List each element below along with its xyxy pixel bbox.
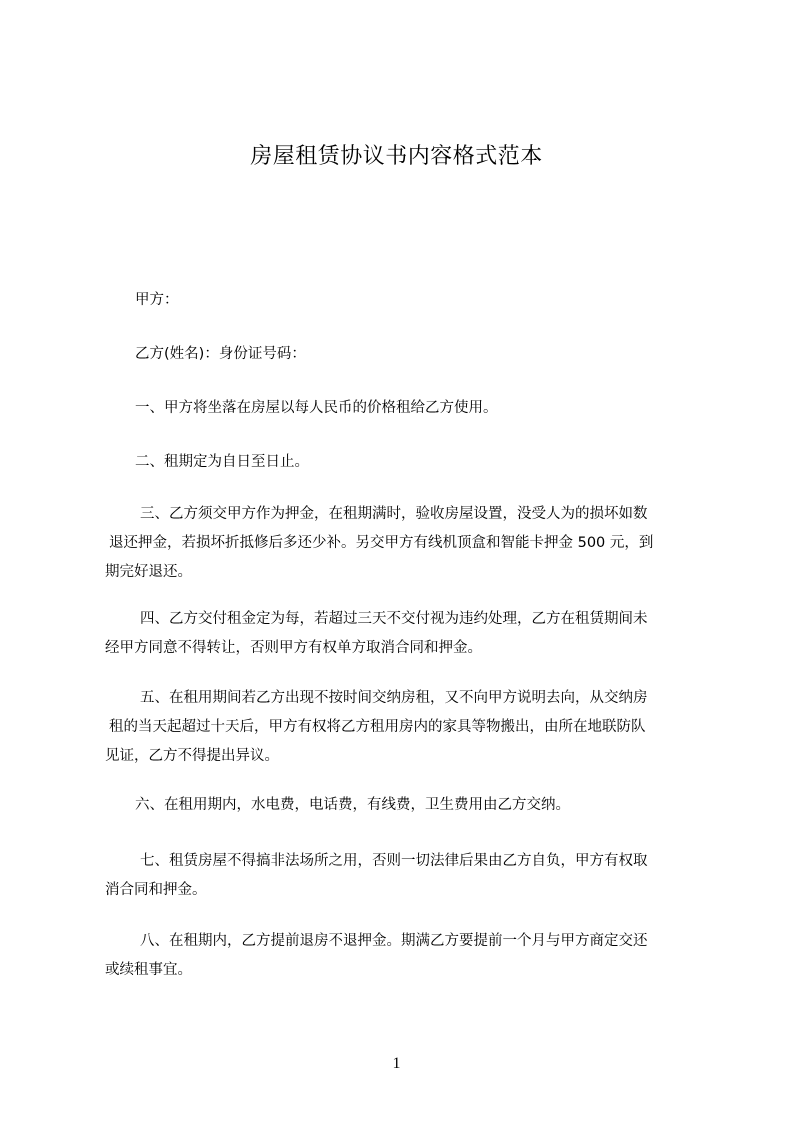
clause-8-line-1: 八、在租期内，乙方提前退房不退押金。期满乙方要提前一个月与甲方商定交还	[140, 933, 648, 949]
clause-1	[105, 394, 700, 423]
clause-6-line-1: 六、在租用期内，水电费，电话费，有线费，卫生费用由乙方交纳。	[135, 797, 570, 813]
page-number: 1	[392, 1055, 401, 1072]
clause-3-line-1: 三、乙方须交甲方作为押金，在租期满时，验收房屋设置，没受人为的损坏如数	[140, 506, 648, 522]
party-a-text: 甲方：	[135, 292, 179, 308]
clause-8-line-2: 或续租事宜。	[105, 962, 192, 978]
clause-2-line-1: 二、租期定为自日至日止。	[135, 454, 309, 470]
clause-5-line-2: 租的当天起超过十天后，甲方有权将乙方租用房内的家具等物搬出，由所在地联防队	[109, 719, 646, 735]
clause-5	[105, 684, 700, 771]
clause-5-line-3: 见证，乙方不得提出异议。	[105, 748, 279, 764]
clause-3	[105, 500, 700, 587]
document-title: 房屋租赁协议书内容格式范本	[250, 144, 543, 169]
clause-3-line-2: 退还押金，若损坏折抵修后多还少补。另交甲方有线机顶盒和智能卡押金 500 元，到	[109, 535, 654, 551]
party-b-text: 乙方(姓名)：身份证号码：	[135, 346, 306, 362]
party-a-line	[105, 286, 700, 315]
clause-6	[105, 791, 700, 820]
clause-7-line-1: 七、租赁房屋不得搞非法场所之用，否则一切法律后果由乙方自负，甲方有权取	[140, 853, 648, 869]
clause-2	[105, 448, 700, 477]
clause-4-line-1: 四、乙方交付租金定为每，若超过三天不交付视为违约处理，乙方在租赁期间未	[140, 611, 648, 627]
clause-8	[105, 927, 700, 985]
clause-3-line-3: 期完好退还。	[105, 564, 192, 580]
clause-5-line-1: 五、在租用期间若乙方出现不按时间交纳房租，又不向甲方说明去向，从交纳房	[140, 690, 648, 706]
clause-4-line-2: 经甲方同意不得转让，否则甲方有权单方取消合同和押金。	[105, 640, 482, 656]
clause-7	[105, 847, 700, 905]
clause-1-line-1: 一、甲方将坐落在房屋以每人民币的价格租给乙方使用。	[135, 400, 498, 416]
clause-4	[105, 605, 700, 663]
party-b-line	[105, 340, 700, 369]
clause-7-line-2: 消合同和押金。	[105, 882, 207, 898]
